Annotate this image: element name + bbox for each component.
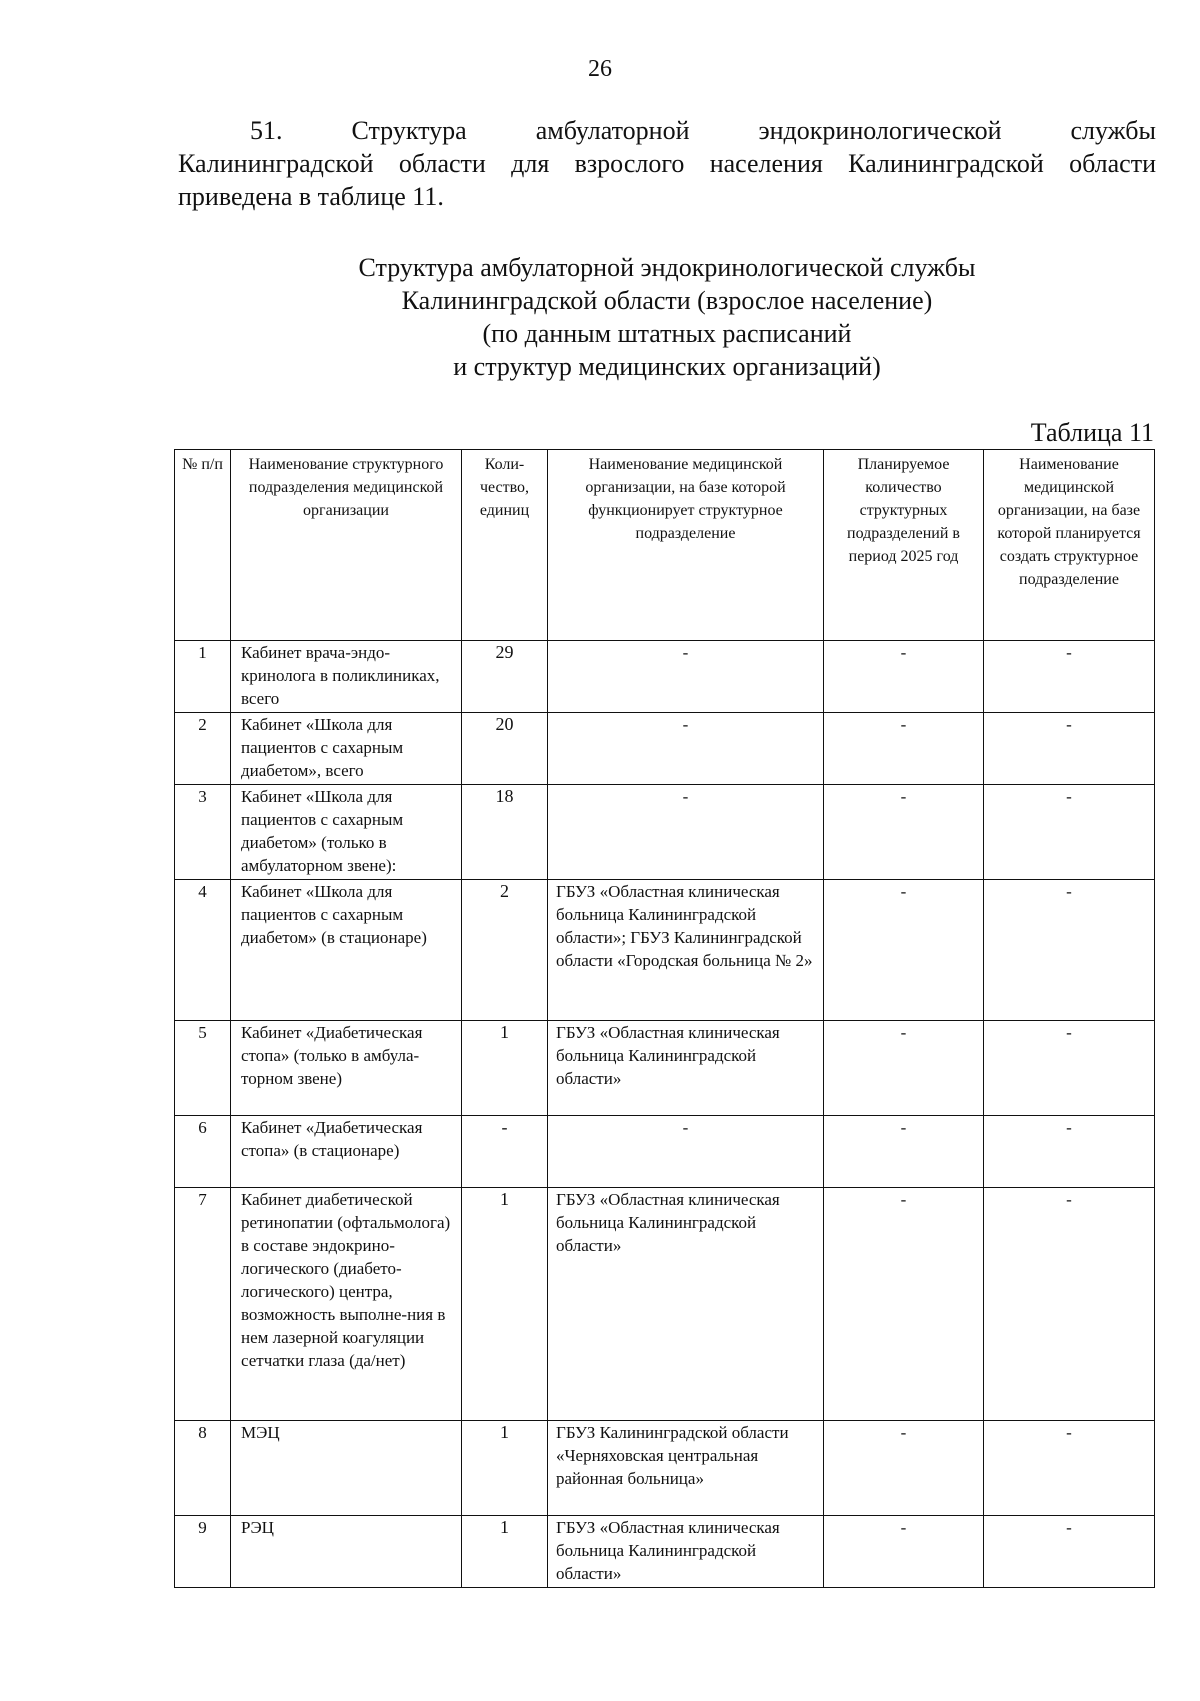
row-name: Кабинет «Школа для пациентов с сахарным диабетом» (только в амбулаторном звене): xyxy=(231,785,462,880)
row-name: Кабинет диабетической ретинопатии (офтальмолога) в составе эндокрино-логического (диабето-логического) центра, возможность выполне-ния в нем лазерной коагуляции сетчатки глаза (да/нет) xyxy=(231,1188,462,1421)
row-planned: - xyxy=(824,1188,984,1421)
row-planned-org: - xyxy=(984,1421,1155,1516)
heading-line-3: (по данным штатных расписаний xyxy=(482,319,852,348)
header-planned: Планируемое количество структурных подразделений в период 2025 год xyxy=(824,450,984,641)
heading-line-4: и структур медицинских организаций) xyxy=(453,352,881,381)
row-num: 9 xyxy=(175,1516,231,1588)
row-org: ГБУЗ «Областная клиническая больница Калининградской области»; ГБУЗ Калининградской области «Городская больница № 2» xyxy=(548,880,824,1021)
row-planned: - xyxy=(824,1421,984,1516)
table-row xyxy=(175,1116,1155,1188)
row-count: 20 xyxy=(462,713,548,785)
row-num: 6 xyxy=(175,1116,231,1188)
row-org: - xyxy=(548,785,824,880)
table-row xyxy=(175,1188,1155,1421)
row-planned-org: - xyxy=(984,1116,1155,1188)
table-label: Таблица 11 xyxy=(1030,418,1154,447)
row-org: - xyxy=(548,1116,824,1188)
header-org: Наименование медицинской организации, на базе которой функционирует структурное подразделение xyxy=(548,450,824,641)
row-count: 29 xyxy=(462,641,548,713)
table-row xyxy=(175,713,1155,785)
header-name: Наименование структурного подразделения медицинской организации xyxy=(231,450,462,641)
row-org: - xyxy=(548,713,824,785)
row-count: 18 xyxy=(462,785,548,880)
row-name: Кабинет «Диабетическая стопа» (в стационаре) xyxy=(231,1116,462,1188)
intro-paragraph xyxy=(178,114,1156,213)
row-count: 1 xyxy=(462,1516,548,1588)
row-org: - xyxy=(548,641,824,713)
row-count: 1 xyxy=(462,1021,548,1116)
row-num: 5 xyxy=(175,1021,231,1116)
row-name: Кабинет «Школа для пациентов с сахарным диабетом», всего xyxy=(231,713,462,785)
header-count: Коли-чество, единиц xyxy=(462,450,548,641)
row-num: 2 xyxy=(175,713,231,785)
row-planned: - xyxy=(824,713,984,785)
intro-rest: Калининградской области для взрослого населения Калининградской области приведена в таблице 11. xyxy=(178,149,1156,211)
row-planned: - xyxy=(824,880,984,1021)
row-name: Кабинет «Школа для пациентов с сахарным диабетом» (в стационаре) xyxy=(231,880,462,1021)
row-name: Кабинет врача-эндо-кринолога в поликлиниках, всего xyxy=(231,641,462,713)
row-planned-org: - xyxy=(984,1516,1155,1588)
row-planned-org: - xyxy=(984,785,1155,880)
row-planned-org: - xyxy=(984,713,1155,785)
row-planned-org: - xyxy=(984,880,1155,1021)
table-heading xyxy=(178,251,1156,383)
row-org: ГБУЗ Калининградской области «Черняховская центральная районная больница» xyxy=(548,1421,824,1516)
row-org: ГБУЗ «Областная клиническая больница Калининградской области» xyxy=(548,1516,824,1588)
row-planned: - xyxy=(824,1116,984,1188)
row-count: 2 xyxy=(462,880,548,1021)
row-planned: - xyxy=(824,1021,984,1116)
row-planned: - xyxy=(824,1516,984,1588)
table-row xyxy=(175,880,1155,1021)
row-count: 1 xyxy=(462,1421,548,1516)
row-planned-org: - xyxy=(984,641,1155,713)
heading-line-1: Структура амбулаторной эндокринологической службы xyxy=(358,253,976,282)
row-planned-org: - xyxy=(984,1021,1155,1116)
row-num: 7 xyxy=(175,1188,231,1421)
intro-line1-text: 51. Структура амбулаторной эндокринологической службы xyxy=(250,116,1156,145)
row-org: ГБУЗ «Областная клиническая больница Калининградской области» xyxy=(548,1188,824,1421)
table-row xyxy=(175,1021,1155,1116)
table-row xyxy=(175,1421,1155,1516)
row-count: 1 xyxy=(462,1188,548,1421)
structure-table xyxy=(174,449,1155,1588)
row-num: 3 xyxy=(175,785,231,880)
row-planned-org: - xyxy=(984,1188,1155,1421)
table-row xyxy=(175,785,1155,880)
intro-first-line xyxy=(178,114,1156,147)
table-header-row xyxy=(175,450,1155,641)
row-name: Кабинет «Диабетическая стопа» (только в амбула-торном звене) xyxy=(231,1021,462,1116)
row-planned: - xyxy=(824,641,984,713)
row-num: 4 xyxy=(175,880,231,1021)
page-number: 26 xyxy=(588,56,612,82)
row-num: 8 xyxy=(175,1421,231,1516)
heading-line-2: Калининградской области (взрослое население) xyxy=(401,286,933,315)
row-num: 1 xyxy=(175,641,231,713)
row-name: МЭЦ xyxy=(231,1421,462,1516)
table-row xyxy=(175,641,1155,713)
row-planned: - xyxy=(824,785,984,880)
row-org: ГБУЗ «Областная клиническая больница Калининградской области» xyxy=(548,1021,824,1116)
header-planned-org: Наименование медицинской организации, на базе которой планируется создать структурное подразделение xyxy=(984,450,1155,641)
table-row xyxy=(175,1516,1155,1588)
row-count: - xyxy=(462,1116,548,1188)
header-num: № п/п xyxy=(175,450,231,641)
row-name: РЭЦ xyxy=(231,1516,462,1588)
